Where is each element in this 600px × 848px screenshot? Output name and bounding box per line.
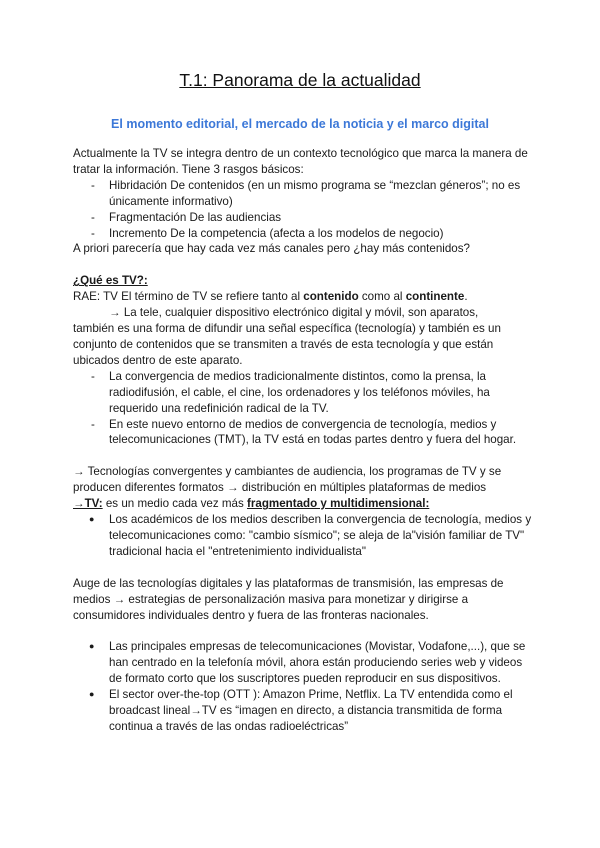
- document-body: [73, 146, 533, 735]
- page-title: T.1: Panorama de la actualidad: [179, 70, 421, 90]
- list-item: - En este nuevo entorno de medios de convergencia de tecnología, medios y telecomunicaciones (TMT), la TV está en todas partes dentro y fuera del hogar.: [73, 417, 533, 449]
- rae-definition: RAE: TV El término de TV se refiere tanto al contenido como al continente.: [73, 290, 468, 304]
- intro-question: A priori parecería que hay cada vez más canales pero ¿hay más contenidos?: [73, 242, 470, 256]
- tv-fragmented-line: →TV: es un medio cada vez más fragmentado y multidimensional:: [73, 497, 430, 511]
- list-item: - La convergencia de medios tradicionalmente distintos, como la prensa, la radiodifusión, el cable, el cine, los ordenadores y los teléfonos móviles, ha requerido una redefinición radical de la TV.: [73, 369, 533, 417]
- technologies-paragraph: → Tecnologías convergentes y cambiantes de audiencia, los programas de TV y se producen diferentes formatos → distribución en múltiples plataformas de medios: [73, 465, 502, 495]
- tv-definition-continued: también es una forma de difundir una señal específica (tecnología) y también es un conjunto de contenidos que se transmiten a través de esta tecnología y que están ubicados dentro de este aparato.: [73, 322, 501, 367]
- intro-paragraph: Actualmente la TV se integra dentro de un contexto tecnológico que marca la manera de tratar la información. Tiene 3 rasgos básicos:: [73, 147, 528, 176]
- list-item: - Hibridación De contenidos (en un mismo programa se “mezclan géneros”; no es únicamente informativo): [73, 178, 533, 210]
- section-heading-que-es-tv: ¿Qué es TV?:: [73, 274, 148, 288]
- list-item: ● Las principales empresas de telecomunicaciones (Movistar, Vodafone,...), que se han centrado en la telefonía móvil, ahora están produciendo series web y videos de formato corto que los suscriptores pueden reproducir en sus dispositivos.: [73, 639, 533, 687]
- page-subtitle: El momento editorial, el mercado de la noticia y el marco digital: [111, 117, 489, 131]
- list-item: - Fragmentación De las audiencias: [73, 210, 533, 226]
- companies-list: [73, 639, 533, 734]
- auge-paragraph: Auge de las tecnologías digitales y las plataformas de transmisión, las empresas de medios → estrategias de personalización masiva para monetizar y dirigirse a consumidores individuales dentro y fuera de las fronteras nacionales.: [73, 576, 504, 622]
- arrow-line: → La tele, cualquier dispositivo electrónico digital y móvil, son aparatos,: [109, 306, 479, 320]
- intro-list: [73, 178, 533, 242]
- convergence-list: [73, 369, 533, 449]
- academics-list: [73, 512, 533, 560]
- list-item: - Incremento De la competencia (afecta a los modelos de negocio): [73, 226, 533, 242]
- list-item: ● El sector over-the-top (OTT ): Amazon Prime, Netflix. La TV entendida como el broadcast lineal→TV es “imagen en directo, a distancia transmitida de forma continua a través de las ondas radioeléctricas”: [73, 687, 533, 735]
- list-item: ● Los académicos de los medios describen la convergencia de tecnología, medios y telecomunicaciones como: "cambio sísmico"; se aleja de la"visión familiar de TV" tradicional hacia el "entretenimiento individualista": [73, 512, 533, 560]
